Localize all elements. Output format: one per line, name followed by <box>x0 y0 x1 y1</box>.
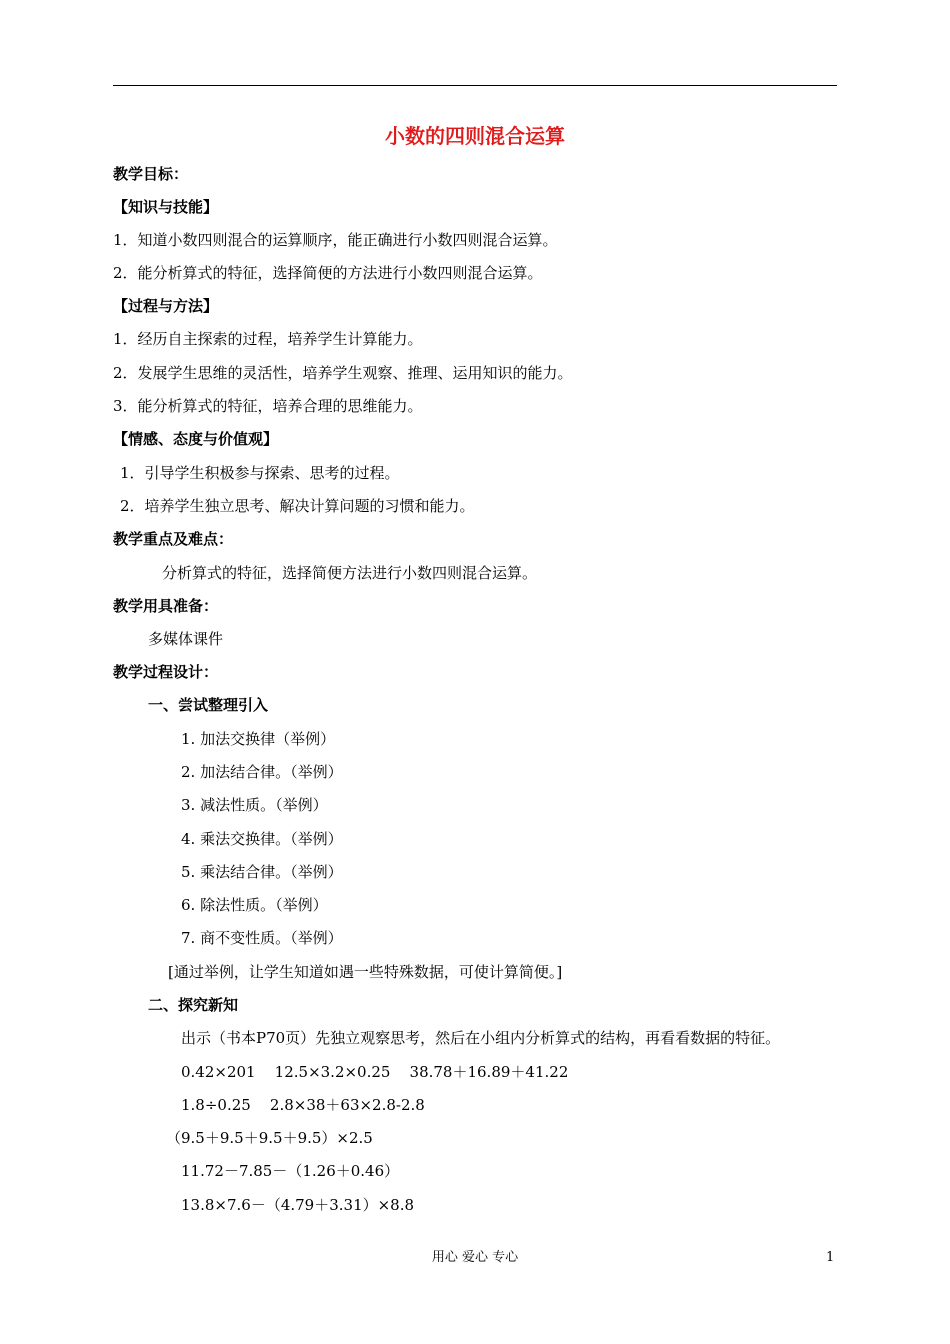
section2-heading: 二、探究新知 <box>148 996 239 1014</box>
knowledge-heading: 【知识与技能】 <box>113 198 219 216</box>
tools-heading: 教学用具准备： <box>113 597 219 615</box>
section1-note: [通过举例，让学生知道如遇一些特殊数据，可使计算简便。] <box>168 963 563 981</box>
process-item-3: 3．能分析算式的特征，培养合理的思维能力。 <box>113 397 423 415</box>
knowledge-item-1: 1．知道小数四则混合的运算顺序，能正确进行小数四则混合运算。 <box>113 231 558 249</box>
page-footer: 用心 爱心 专心 <box>431 1250 519 1265</box>
objectives-heading: 教学目标： <box>113 165 189 183</box>
process-item-2: 2．发展学生思维的灵活性，培养学生观察、推理、运用知识的能力。 <box>113 364 573 382</box>
page-number: 1 <box>826 1250 835 1265</box>
expression-line-2: 1.8÷0.25 2.8×38＋63×2.8-2.8 <box>181 1096 425 1114</box>
process-heading: 【过程与方法】 <box>113 297 219 315</box>
header-rule <box>113 85 837 86</box>
document-title: 小数的四则混合运算 <box>385 124 565 148</box>
section1-item-7: 7. 商不变性质。（举例） <box>181 929 343 947</box>
section1-item-3: 3. 减法性质。（举例） <box>181 796 328 814</box>
tools-text: 多媒体课件 <box>148 630 224 648</box>
emotion-heading: 【情感、态度与价值观】 <box>113 430 279 448</box>
keypoints-text: 分析算式的特征，选择简便方法进行小数四则混合运算。 <box>162 564 538 582</box>
section1-item-4: 4. 乘法交换律。（举例） <box>181 830 343 848</box>
design-heading: 教学过程设计： <box>113 663 219 681</box>
section1-item-6: 6. 除法性质。（举例） <box>181 896 328 914</box>
process-item-1: 1．经历自主探索的过程，培养学生计算能力。 <box>113 330 423 348</box>
section1-item-5: 5. 乘法结合律。（举例） <box>181 863 343 881</box>
section2-intro: 出示（书本P70页）先独立观察思考，然后在小组内分析算式的结构，再看看数据的特征。 <box>181 1029 781 1047</box>
expression-line-1: 0.42×201 12.5×3.2×0.25 38.78＋16.89＋41.22 <box>181 1063 569 1081</box>
expression-line-5: 13.8×7.6－（4.79＋3.31）×8.8 <box>181 1196 415 1214</box>
emotion-item-2: 2．培养学生独立思考、解决计算问题的习惯和能力。 <box>120 497 475 515</box>
expression-line-3: （9.5＋9.5＋9.5＋9.5）×2.5 <box>166 1129 373 1147</box>
section1-item-2: 2. 加法结合律。（举例） <box>181 763 343 781</box>
knowledge-item-2: 2．能分析算式的特征，选择简便的方法进行小数四则混合运算。 <box>113 264 543 282</box>
keypoints-heading: 教学重点及难点： <box>113 530 234 548</box>
expression-line-4: 11.72－7.85－（1.26＋0.46） <box>181 1162 400 1180</box>
emotion-item-1: 1．引导学生积极参与探索、思考的过程。 <box>120 464 400 482</box>
section1-item-1: 1. 加法交换律（举例） <box>181 730 336 748</box>
section1-heading: 一、尝试整理引入 <box>148 696 269 714</box>
